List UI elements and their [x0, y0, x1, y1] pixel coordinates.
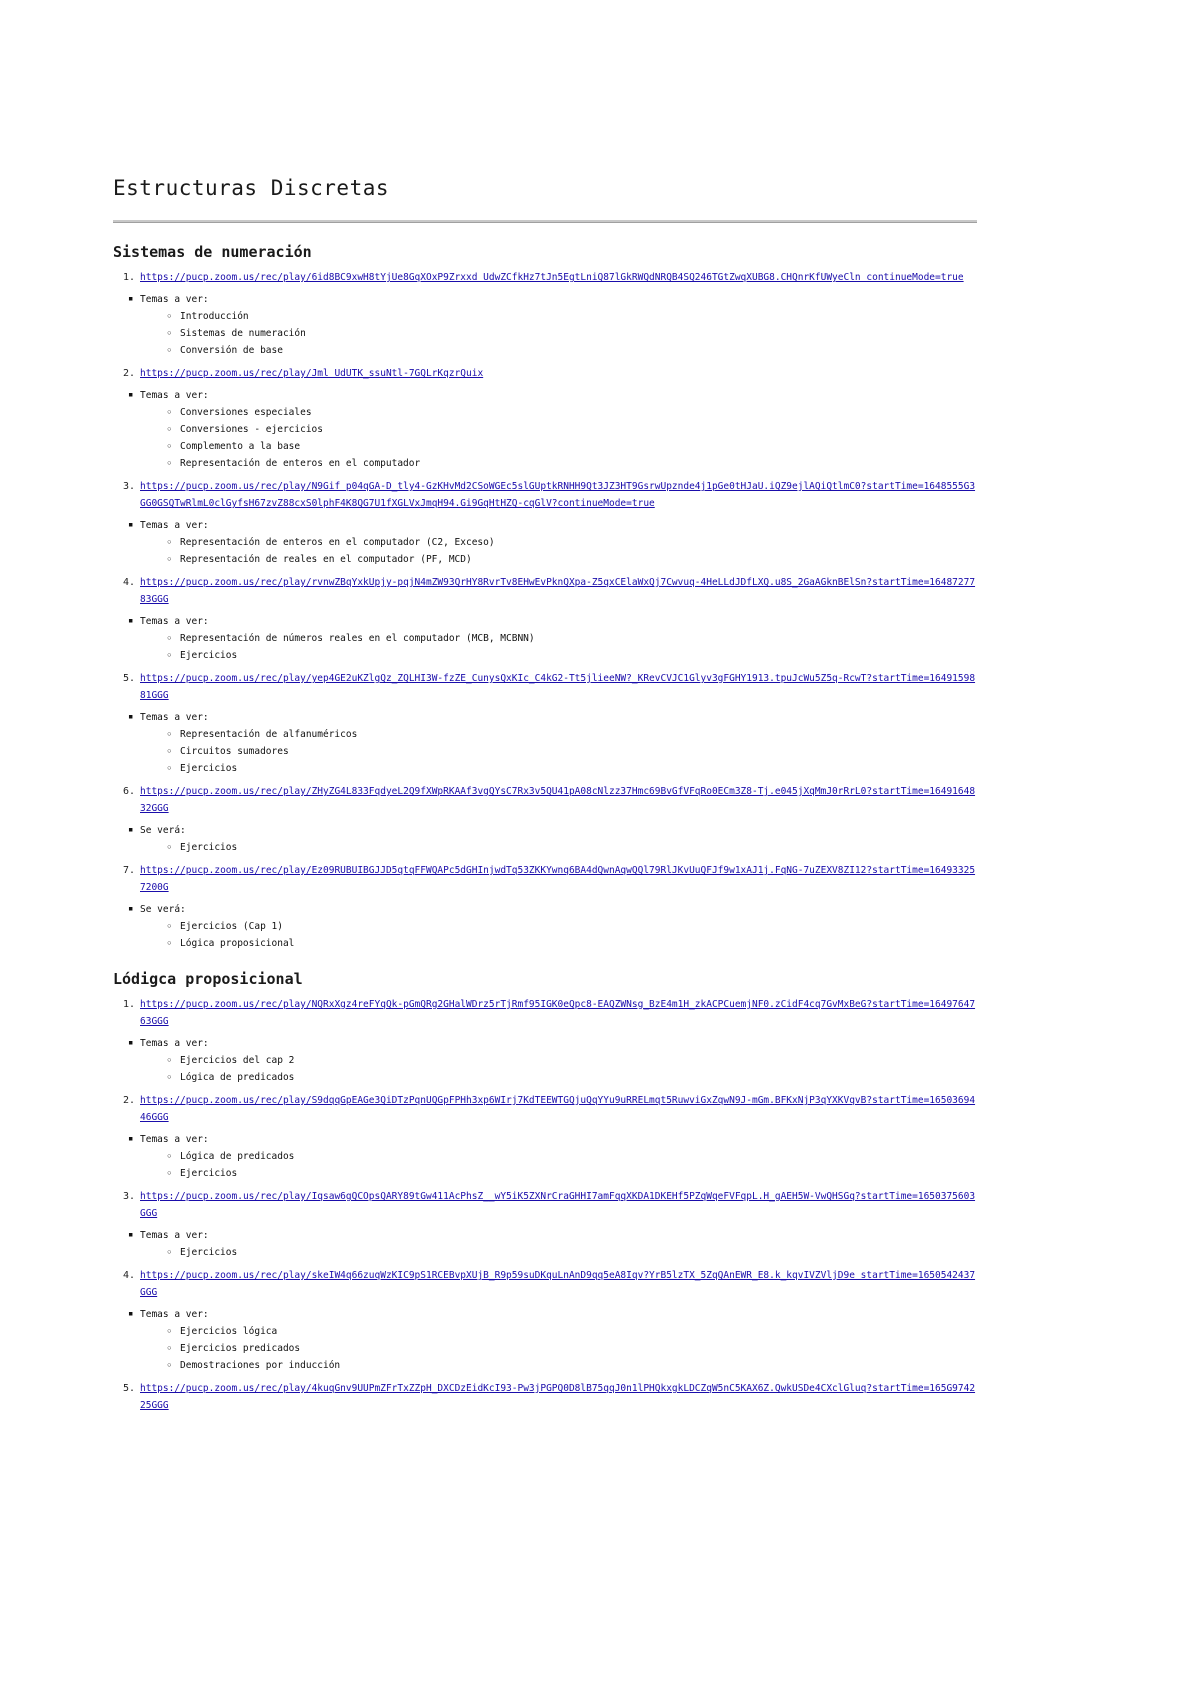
recording-link[interactable]: https://pucp.zoom.us/rec/play/rvnwZBqYxkUpjy-pqjN4mZW93QrHY8RvrTv8EHwEvPknQXpa-Z5qxCElaWxQj7Cwvuq-4HeLLdJDfLXQ.u8S_2GaAGknBElSn?startTime=1648727783GGG [140, 577, 976, 605]
topics-item [124, 291, 977, 359]
recording-entry [113, 574, 977, 664]
topics-list [124, 1227, 977, 1261]
section-title: Lódigca proposicional [113, 970, 303, 988]
subtopics-list [140, 726, 977, 777]
topic-item: ◦ Circuitos sumadores [166, 743, 977, 760]
topics-list [124, 822, 977, 856]
topic-item: ◦ Representación de enteros en el computador [166, 455, 977, 472]
topic-item: ◦ Complemento a la base [166, 438, 977, 455]
recording-link[interactable]: https://pucp.zoom.us/rec/play/skeIW4q66zuqWzKIC9pS1RCEBvpXUjB_R9p59suDKquLnAnD9qq5eA8Iqv?YrB5lzTX_5ZqQAnEWR_E8.k_kqvIVZVljD9e startTime=1650542437GGG [140, 1270, 976, 1298]
recording-link[interactable]: https://pucp.zoom.us/rec/play/N9Gif p04qGA-D_tly4-GzKHvMd2CSoWGEc5slGUptkRNHH9Qt3JZ3HT9GsrwUpznde4j1pGe0tHJaU.iQZ9ejlAQiQtlmC0?startTime=1648555G3GG0GSQTwRlmL0clGyfsH67zvZ88cxS0lphF4K8QG7U1fXGLVxJmqH94.Gi9GqHtHZQ-cqGlV?continueMode=true [140, 481, 976, 509]
topic-item: ◦ Demostraciones por inducción [166, 1357, 977, 1374]
topics-list [124, 1131, 977, 1182]
topic-item: ◦ Lógica de predicados [166, 1069, 977, 1086]
topics-label: Temas a ver: [140, 294, 209, 305]
subtopics-list [140, 404, 977, 472]
topic-item: ◦ Ejercicios (Cap 1) [166, 918, 977, 935]
recording-link[interactable]: https://pucp.zoom.us/rec/play/Jml UdUTK_ssuNtl-7GQLrKqzrQuix [140, 368, 484, 379]
topics-label: Temas a ver: [140, 616, 209, 627]
topics-list [124, 291, 977, 359]
topic-item: ◦ Representación de alfanuméricos [166, 726, 977, 743]
topics-item [124, 517, 977, 568]
topics-list [124, 1306, 977, 1374]
topic-item: ◦ Representación de números reales en el computador (MCB, MCBNN) [166, 630, 977, 647]
topic-item: ◦ Ejercicios [166, 839, 977, 856]
recording-entry [113, 1380, 977, 1414]
topic-item: ◦ Sistemas de numeración [166, 325, 977, 342]
subtopics-list [140, 839, 977, 856]
topic-item: ◦ Ejercicios del cap 2 [166, 1052, 977, 1069]
topic-item: ◦ Conversiones especiales [166, 404, 977, 421]
entry-number: 3. [123, 481, 136, 492]
topics-item [124, 901, 977, 952]
recording-link[interactable]: https://pucp.zoom.us/rec/play/Ez09RUBUIBGJJD5qtqFFWQAPc5dGHInjwdTq53ZKKYwnq6BA4dQwnAqwQQl79RlJKvUuQFJf9w1xAJ1j.FqNG-7uZEXV8ZI12?startTime=164933257200G [140, 865, 976, 893]
topic-item: ◦ Ejercicios [166, 647, 977, 664]
recording-entry [113, 1267, 977, 1374]
subtopics-list [140, 308, 977, 359]
topic-item: ◦ Ejercicios [166, 1165, 977, 1182]
recording-entry [113, 1188, 977, 1261]
recording-entry [113, 996, 977, 1086]
recording-entry [113, 862, 977, 952]
section [113, 241, 977, 952]
topics-item [124, 1035, 977, 1086]
section-title: Sistemas de numeración [113, 243, 312, 261]
entry-number: 3. [123, 1191, 136, 1202]
recording-link[interactable]: https://pucp.zoom.us/rec/play/6id8BC9xwH8tYjUe8GqXOxP9Zrxxd UdwZCfkHz7tJn5EgtLniQ87lGkRWQdNRQB4SQ246TGtZwqXUBG8.CHQnrKfUWyeCln continueMode=true [140, 272, 964, 283]
section [113, 968, 977, 1414]
topic-item: ◦ Conversiones - ejercicios [166, 421, 977, 438]
entry-number: 5. [123, 673, 136, 684]
recording-link[interactable]: https://pucp.zoom.us/rec/play/NQRxXgz4reFYqQk-pGmQRg2GHalWDrz5rTjRmf95IGK0eQpc8-EAQZWNsg_BzE4m1H_zkACPCuemjNF0.zCidF4cq7GvMxBeG?startTime=1649764763GGG [140, 999, 976, 1027]
topics-item [124, 1227, 977, 1261]
subtopics-list [140, 1052, 977, 1086]
topics-item [124, 1306, 977, 1374]
entry-number: 4. [123, 577, 136, 588]
topic-item: ◦ Ejercicios [166, 760, 977, 777]
topics-item [124, 1131, 977, 1182]
topic-item: ◦ Lógica de predicados [166, 1148, 977, 1165]
recording-link[interactable]: https://pucp.zoom.us/rec/play/S9dqqGpEAGe3QiDTzPqnUQGpFPHh3xp6WIrj7KdTEEWTGQjuQqYYu9uRRELmqt5RuwviGxZqwN9J-mGm.BFKxNjP3qYXKVqvB?startTime=1650369446GGG [140, 1095, 976, 1123]
topics-label: Temas a ver: [140, 1134, 209, 1145]
topic-item: ◦ Ejercicios [166, 1244, 977, 1261]
topics-list [124, 709, 977, 777]
document-page [113, 174, 977, 1420]
entry-number: 5. [123, 1383, 136, 1394]
subtopics-list [140, 630, 977, 664]
topics-list [124, 613, 977, 664]
topic-item: ◦ Lógica proposicional [166, 935, 977, 952]
topics-label: Temas a ver: [140, 1038, 209, 1049]
recording-entry [113, 365, 977, 472]
entry-number: 2. [123, 368, 136, 379]
topic-item: ◦ Representación de enteros en el computador (C2, Exceso) [166, 534, 977, 551]
recording-link[interactable]: https://pucp.zoom.us/rec/play/ZHyZG4L833FqdyeL2Q9fXWpRKAAf3vgQYsC7Rx3v5QU41pA08cNlzz37Hmc69BvGfVFqRo0ECm3Z8-Tj.e045jXqMmJ0rRrL0?startTime=1649164832GGG [140, 786, 976, 814]
topics-list [124, 517, 977, 568]
topics-label: Temas a ver: [140, 1309, 209, 1320]
recording-link[interactable]: https://pucp.zoom.us/rec/play/4kuqGnv9UUPmZFrTxZZpH_DXCDzEidKcI93-Pw3jPGPQ0D8lB75qqJ0n1lPHQkxgkLDCZqW5nC5KAX6Z.QwkUSDe4CXclGluq?startTime=165G974225GGG [140, 1383, 976, 1411]
entry-number: 6. [123, 786, 136, 797]
subtopics-list [140, 1323, 977, 1374]
topics-item [124, 822, 977, 856]
recording-list [113, 269, 977, 952]
entry-number: 1. [123, 272, 136, 283]
entry-number: 4. [123, 1270, 136, 1281]
recording-entry [113, 1092, 977, 1182]
topics-label: Se verá: [140, 904, 186, 915]
topics-label: Temas a ver: [140, 712, 209, 723]
topics-label: Temas a ver: [140, 390, 209, 401]
topics-item [124, 387, 977, 472]
page-title: Estructuras Discretas [113, 176, 390, 200]
topic-item: ◦ Conversión de base [166, 342, 977, 359]
topics-label: Se verá: [140, 825, 186, 836]
recording-link[interactable]: https://pucp.zoom.us/rec/play/yep4GE2uKZlgQz_ZQLHI3W-fzZE_CunysQxKIc_C4kG2-Tt5jlieeNW?_KRevCVJC1Glyv3gFGHY1913.tpuJcWu5Z5q-RcwT?startTime=1649159881GGG [140, 673, 976, 701]
topic-item: ◦ Ejercicios predicados [166, 1340, 977, 1357]
recording-entry [113, 269, 977, 359]
topic-item: ◦ Ejercicios lógica [166, 1323, 977, 1340]
sections-container [113, 241, 977, 1414]
entry-number: 1. [123, 999, 136, 1010]
recording-list [113, 996, 977, 1414]
topics-item [124, 613, 977, 664]
topics-item [124, 709, 977, 777]
recording-entry [113, 783, 977, 856]
recording-entry [113, 478, 977, 568]
topic-item: ◦ Representación de reales en el computador (PF, MCD) [166, 551, 977, 568]
topics-label: Temas a ver: [140, 520, 209, 531]
title-divider [113, 220, 977, 223]
subtopics-list [140, 534, 977, 568]
topics-list [124, 1035, 977, 1086]
topics-list [124, 901, 977, 952]
entry-number: 7. [123, 865, 136, 876]
topics-label: Temas a ver: [140, 1230, 209, 1241]
subtopics-list [140, 918, 977, 952]
entry-number: 2. [123, 1095, 136, 1106]
subtopics-list [140, 1244, 977, 1261]
recording-link[interactable]: https://pucp.zoom.us/rec/play/Iqsaw6gQCOpsQARY89tGw411AcPhsZ__wY5iK5ZXNrCraGHHI7amFqqXKDA1DKEHf5PZqWqeFVFqpL.H_gAEH5W-VwQHSGq?startTime=1650375603GGG [140, 1191, 976, 1219]
topics-list [124, 387, 977, 472]
topic-item: ◦ Introducción [166, 308, 977, 325]
subtopics-list [140, 1148, 977, 1182]
recording-entry [113, 670, 977, 777]
